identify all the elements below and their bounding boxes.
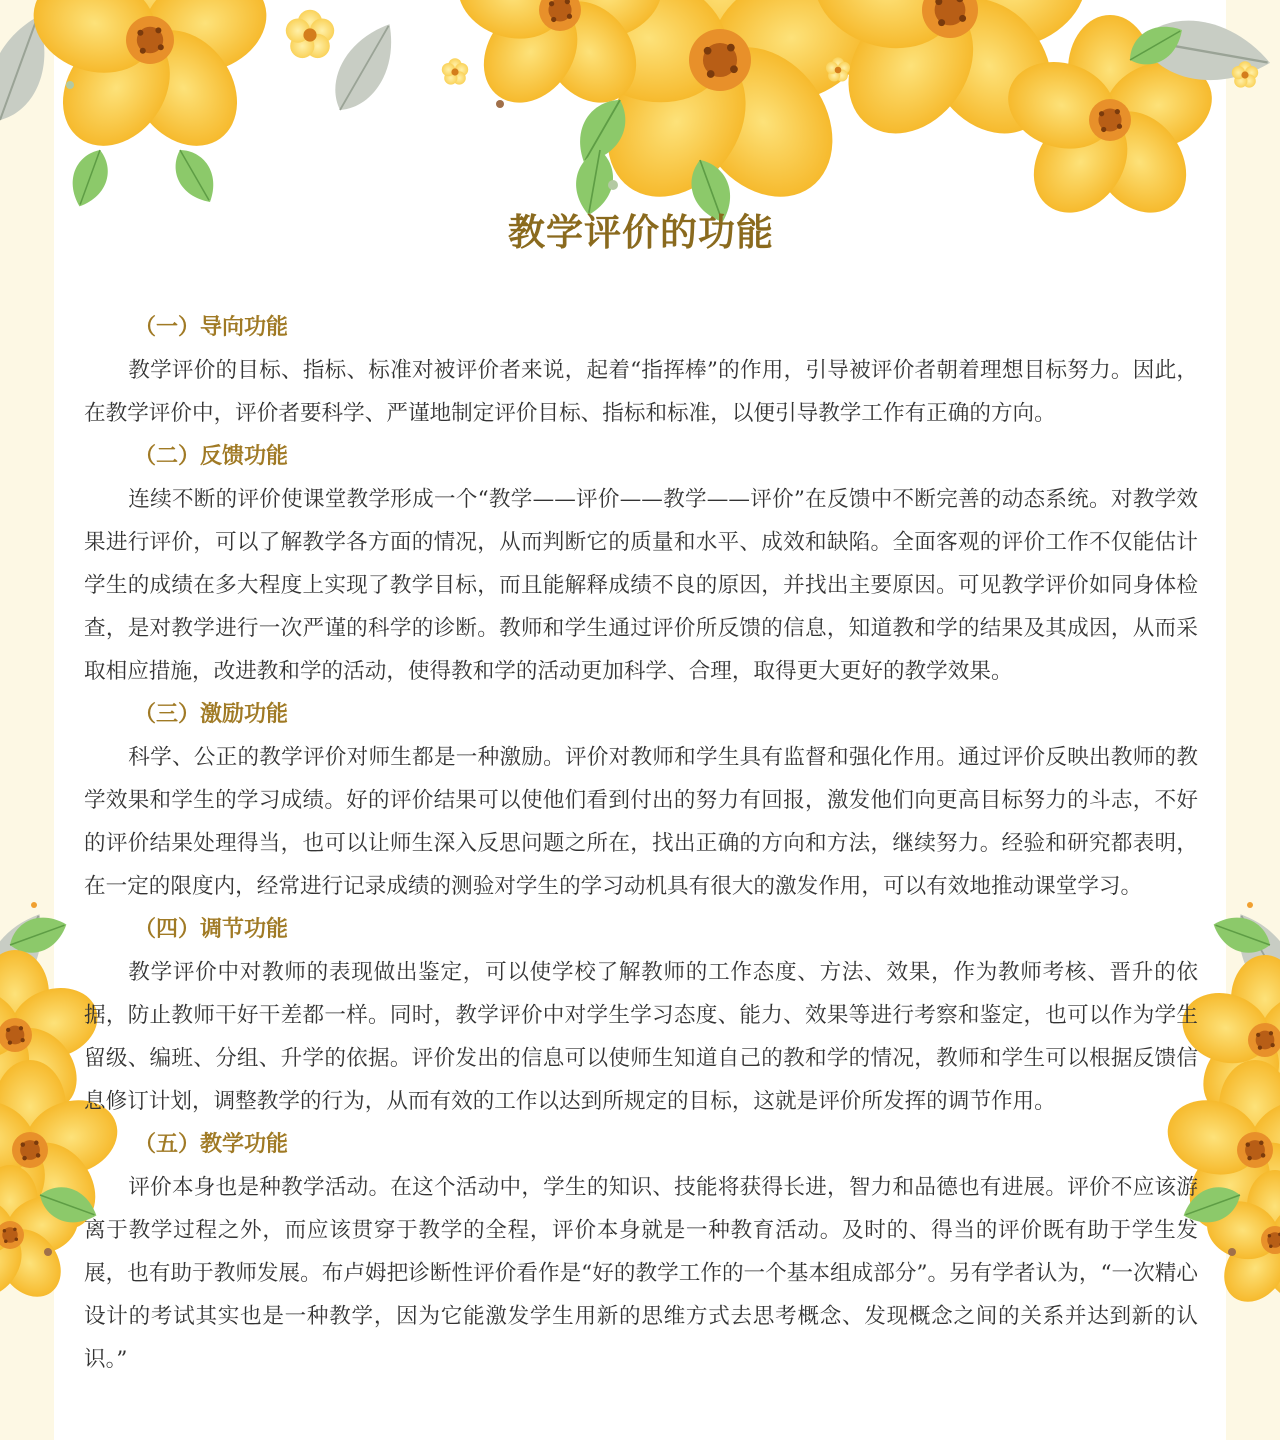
- section-heading: （一）导向功能: [134, 314, 289, 340]
- section-body: 连续不断的评价使课堂教学形成一个“教学——评价——教学——评价”在反馈中不断完善的动态系统。对教学效果进行评价，可以了解教学各方面的情况，从而判断它的质量和水平、成效和缺陷。全面客观的评价工作不仅能估计学生的成绩在多大程度上实现了教学目标，而且能解释成绩不良的原因，并找出主要原因。可见教学评价如同身体检查，是对教学进行一次严谨的科学的诊断。教师和学生通过评价所反馈的信息，知道教和学的结果及其成因，从而采取相应措施，改进教和学的活动，使得教和学的活动更加科学、合理，取得更大更好的教学效果。: [84, 487, 1198, 684]
- section-heading: （五）教学功能: [134, 1131, 289, 1157]
- section-heading: （三）激励功能: [134, 701, 289, 727]
- section-body: 教学评价的目标、指标、标准对被评价者来说，起着“指挥棒”的作用，引导被评价者朝着理想目标努力。因此，在教学评价中，评价者要科学、严谨地制定评价目标、指标和标准，以便引导教学工作有正确的方向。: [84, 358, 1198, 426]
- section-body: 教学评价中对教师的表现做出鉴定，可以使学校了解教师的工作态度、方法、效果，作为教师考核、晋升的依据，防止教师干好干差都一样。同时，教学评价中对学生学习态度、能力、效果等进行考察和鉴定，也可以作为学生留级、编班、分组、升学的依据。评价发出的信息可以使师生知道自己的教和学的情况，教师和学生可以根据反馈信息修订计划，调整教学的行为，从而有效的工作以达到所规定的目标，这就是评价所发挥的调节作用。: [84, 960, 1198, 1114]
- section-regulation: [84, 908, 1198, 1123]
- page-title: 教学评价的功能: [508, 210, 774, 254]
- section-heading: （二）反馈功能: [134, 443, 289, 469]
- section-guidance: [84, 306, 1198, 435]
- article: [84, 190, 1198, 1381]
- section-body: 科学、公正的教学评价对师生都是一种激励。评价对教师和学生具有监督和强化作用。通过评价反映出教师的教学效果和学生的学习成绩。好的评价结果可以使他们看到付出的努力有回报，激发他们向更高目标努力的斗志，不好的评价结果处理得当，也可以让师生深入反思问题之所在，找出正确的方向和方法，继续努力。经验和研究都表明，在一定的限度内，经常进行记录成绩的测验对学生的学习动机具有很大的激发作用，可以有效地推动课堂学习。: [84, 745, 1198, 899]
- section-motivation: [84, 693, 1198, 908]
- section-feedback: [84, 435, 1198, 693]
- section-heading: （四）调节功能: [134, 916, 289, 942]
- section-teaching: [84, 1123, 1198, 1381]
- section-body: 评价本身也是种教学活动。在这个活动中，学生的知识、技能将获得长进，智力和品德也有进展。评价不应该游离于教学过程之外，而应该贯穿于教学的全程，评价本身就是一种教育活动。及时的、得当的评价既有助于学生发展，也有助于教师发展。布卢姆把诊断性评价看作是“好的教学工作的一个基本组成部分”。另有学者认为，“一次精心设计的考试其实也是一种教学，因为它能激发学生用新的思维方式去思考概念、发现概念之间的关系并达到新的认识。”: [84, 1175, 1198, 1372]
